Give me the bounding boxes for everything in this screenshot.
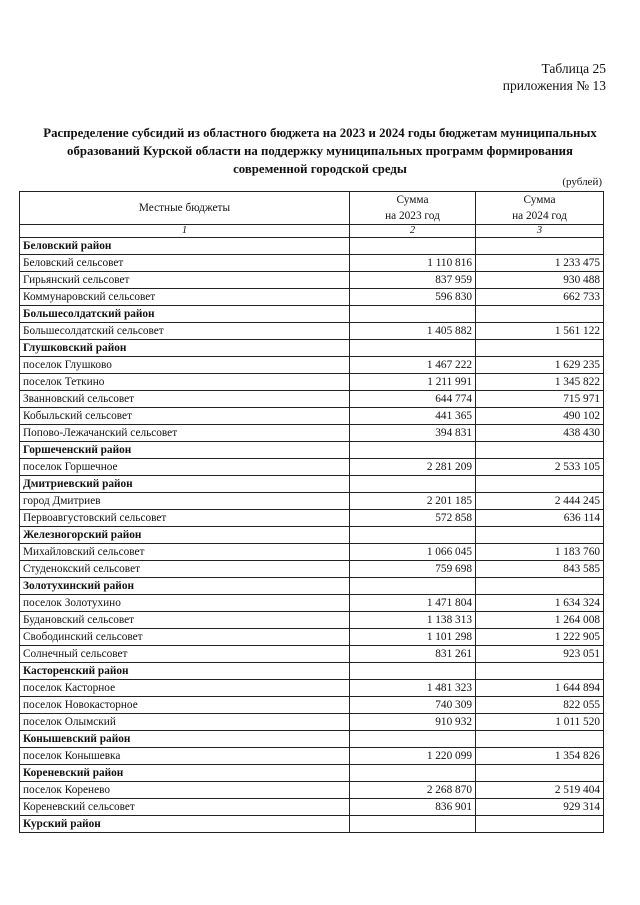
amount-2024: 923 051: [476, 646, 604, 663]
column-index-1: 1: [20, 225, 350, 238]
column-header-2023: [350, 192, 476, 225]
table-row: [20, 425, 604, 442]
district-name: Золотухинский район: [20, 578, 350, 595]
district-name: Горшеченский район: [20, 442, 350, 459]
amount-2024: 2 533 105: [476, 459, 604, 476]
amount-2024: 438 430: [476, 425, 604, 442]
amount-2024: 1 354 826: [476, 748, 604, 765]
amount-2023: 394 831: [350, 425, 476, 442]
district-name: Курский район: [20, 816, 350, 833]
amount-2024: 929 314: [476, 799, 604, 816]
amount-2024: 1 561 122: [476, 323, 604, 340]
budget-name: Большесолдатский сельсовет: [20, 323, 350, 340]
budget-name: Первоавгустовский сельсовет: [20, 510, 350, 527]
table-row: [20, 595, 604, 612]
budget-name: Студенокский сельсовет: [20, 561, 350, 578]
table-header-row: [20, 192, 604, 225]
budget-name: Будановский сельсовет: [20, 612, 350, 629]
budget-name: Кобыльский сельсовет: [20, 408, 350, 425]
district-name: Касторенский район: [20, 663, 350, 680]
column-index-3: 3: [476, 225, 604, 238]
amount-2023: [350, 731, 476, 748]
amount-2023: [350, 765, 476, 782]
district-name: Глушковский район: [20, 340, 350, 357]
budget-name: Михайловский сельсовет: [20, 544, 350, 561]
amount-2023: [350, 578, 476, 595]
column-header-2024-line2: на 2024 год: [512, 210, 567, 222]
amount-2023: 644 774: [350, 391, 476, 408]
budget-name: поселок Олымский: [20, 714, 350, 731]
budget-name: поселок Новокасторное: [20, 697, 350, 714]
budget-name: Коммунаровский сельсовет: [20, 289, 350, 306]
column-header-2023-line2: на 2023 год: [385, 210, 440, 222]
amount-2023: 1 405 882: [350, 323, 476, 340]
district-row: [20, 527, 604, 544]
table-body: [20, 238, 604, 833]
table-row: [20, 255, 604, 272]
table-row: [20, 493, 604, 510]
amount-2024: 662 733: [476, 289, 604, 306]
amount-2024: 2 444 245: [476, 493, 604, 510]
table-row: [20, 561, 604, 578]
amount-2024: 490 102: [476, 408, 604, 425]
table-row: [20, 323, 604, 340]
district-row: [20, 340, 604, 357]
amount-2024: [476, 340, 604, 357]
amount-2023: [350, 340, 476, 357]
amount-2024: 1 634 324: [476, 595, 604, 612]
amount-2024: 1 233 475: [476, 255, 604, 272]
budget-name: Званновский сельсовет: [20, 391, 350, 408]
amount-2023: 837 959: [350, 272, 476, 289]
amount-2023: 1 138 313: [350, 612, 476, 629]
budget-name: Свободинский сельсовет: [20, 629, 350, 646]
amount-2024: [476, 731, 604, 748]
budget-name: Гирьянский сельсовет: [20, 272, 350, 289]
amount-2023: [350, 442, 476, 459]
amount-2023: 759 698: [350, 561, 476, 578]
table-row: [20, 272, 604, 289]
budget-name: поселок Касторное: [20, 680, 350, 697]
budget-name: поселок Коренево: [20, 782, 350, 799]
budget-name: Кореневский сельсовет: [20, 799, 350, 816]
amount-2023: 2 281 209: [350, 459, 476, 476]
amount-2024: 715 971: [476, 391, 604, 408]
column-index-row: [20, 225, 604, 238]
amount-2023: [350, 663, 476, 680]
table-row: [20, 748, 604, 765]
table-row: [20, 629, 604, 646]
budget-name: город Дмитриев: [20, 493, 350, 510]
budget-name: поселок Теткино: [20, 374, 350, 391]
budget-name: Попово-Лежачанский сельсовет: [20, 425, 350, 442]
amount-2024: [476, 765, 604, 782]
district-row: [20, 238, 604, 255]
district-row: [20, 578, 604, 595]
amount-2023: 740 309: [350, 697, 476, 714]
district-row: [20, 476, 604, 493]
amount-2023: [350, 816, 476, 833]
district-row: [20, 765, 604, 782]
amount-2023: 2 201 185: [350, 493, 476, 510]
amount-2024: [476, 476, 604, 493]
budget-name: поселок Горшечное: [20, 459, 350, 476]
amount-2024: 1 011 520: [476, 714, 604, 731]
amount-2023: 441 365: [350, 408, 476, 425]
amount-2023: 1 467 222: [350, 357, 476, 374]
amount-2023: 572 858: [350, 510, 476, 527]
amount-2023: 1 211 991: [350, 374, 476, 391]
table-number: Таблица 25: [541, 61, 606, 76]
amount-2023: [350, 527, 476, 544]
amount-2024: 1 629 235: [476, 357, 604, 374]
table-row: [20, 799, 604, 816]
table-row: [20, 714, 604, 731]
column-index-2: 2: [350, 225, 476, 238]
amount-2024: 1 345 822: [476, 374, 604, 391]
budget-name: Солнечный сельсовет: [20, 646, 350, 663]
district-row: [20, 816, 604, 833]
amount-2023: 910 932: [350, 714, 476, 731]
district-name: Кореневский район: [20, 765, 350, 782]
column-header-budgets: Местные бюджеты: [20, 192, 350, 225]
table-row: [20, 459, 604, 476]
amount-2023: [350, 306, 476, 323]
table-row: [20, 510, 604, 527]
amount-2023: 2 268 870: [350, 782, 476, 799]
units-label: (рублей): [562, 176, 602, 188]
budget-name: поселок Глушково: [20, 357, 350, 374]
district-row: [20, 442, 604, 459]
appendix-number: приложения № 13: [502, 78, 606, 93]
budget-name: поселок Золотухино: [20, 595, 350, 612]
table-row: [20, 357, 604, 374]
district-row: [20, 663, 604, 680]
amount-2023: 831 261: [350, 646, 476, 663]
amount-2024: 843 585: [476, 561, 604, 578]
amount-2023: 1 066 045: [350, 544, 476, 561]
document-title: Распределение субсидий из областного бюджета на 2023 и 2024 годы бюджетам муниципальных образований Курской области на поддержку муниципальных программ формирования современной городской среды: [43, 126, 597, 176]
amount-2024: [476, 442, 604, 459]
amount-2023: 836 901: [350, 799, 476, 816]
table-row: [20, 697, 604, 714]
amount-2024: [476, 238, 604, 255]
district-row: [20, 731, 604, 748]
amount-2024: [476, 578, 604, 595]
district-name: Железногорский район: [20, 527, 350, 544]
subsidy-table: [19, 191, 604, 833]
table-caption: [503, 60, 606, 94]
amount-2024: 2 519 404: [476, 782, 604, 799]
table-row: [20, 646, 604, 663]
amount-2024: [476, 663, 604, 680]
district-name: Дмитриевский район: [20, 476, 350, 493]
amount-2024: 1 222 905: [476, 629, 604, 646]
table-row: [20, 612, 604, 629]
amount-2023: 1 220 099: [350, 748, 476, 765]
amount-2023: 1 101 298: [350, 629, 476, 646]
column-header-2024: [476, 192, 604, 225]
amount-2024: 1 183 760: [476, 544, 604, 561]
budget-name: Беловский сельсовет: [20, 255, 350, 272]
amount-2024: [476, 527, 604, 544]
table-row: [20, 391, 604, 408]
table-row: [20, 289, 604, 306]
amount-2023: 596 830: [350, 289, 476, 306]
amount-2023: [350, 238, 476, 255]
amount-2024: 1 644 894: [476, 680, 604, 697]
amount-2023: [350, 476, 476, 493]
amount-2024: [476, 816, 604, 833]
amount-2023: 1 471 804: [350, 595, 476, 612]
column-header-2023-line1: Сумма: [396, 194, 429, 206]
amount-2024: 930 488: [476, 272, 604, 289]
amount-2024: 636 114: [476, 510, 604, 527]
district-name: Большесолдатский район: [20, 306, 350, 323]
table-row: [20, 374, 604, 391]
amount-2024: 1 264 008: [476, 612, 604, 629]
amount-2023: 1 481 323: [350, 680, 476, 697]
amount-2024: [476, 306, 604, 323]
district-name: Конышевский район: [20, 731, 350, 748]
table-row: [20, 408, 604, 425]
district-name: Беловский район: [20, 238, 350, 255]
amount-2024: 822 055: [476, 697, 604, 714]
table-row: [20, 680, 604, 697]
column-header-2024-line1: Сумма: [523, 194, 556, 206]
table-row: [20, 782, 604, 799]
amount-2023: 1 110 816: [350, 255, 476, 272]
district-row: [20, 306, 604, 323]
budget-name: поселок Конышевка: [20, 748, 350, 765]
table-row: [20, 544, 604, 561]
